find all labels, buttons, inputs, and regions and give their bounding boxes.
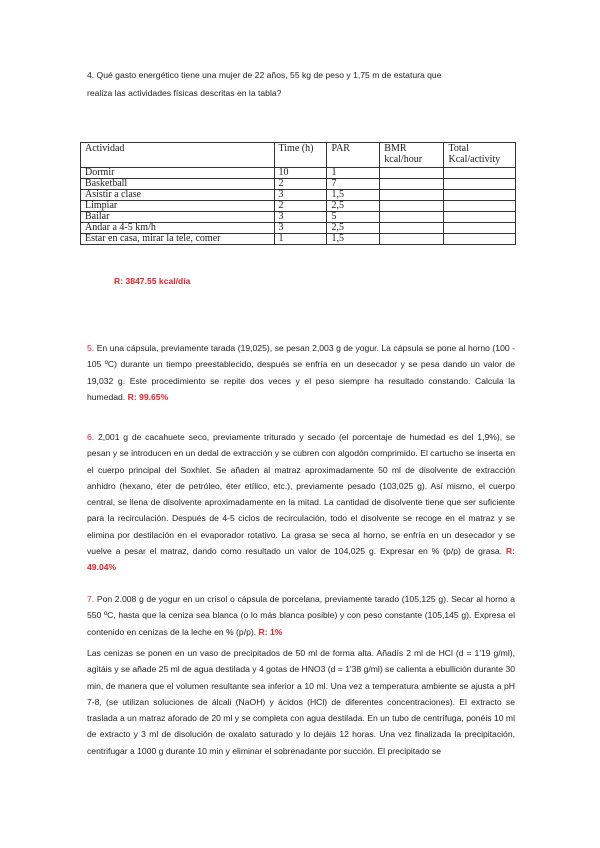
question-7-answer: R: 1% <box>258 626 283 637</box>
table-row <box>81 168 516 179</box>
cell-total <box>444 190 516 201</box>
cell-time: 10 <box>274 168 327 179</box>
table-header-row <box>81 143 516 168</box>
cell-activity: Asistir a clase <box>81 190 275 201</box>
cell-par: 7 <box>327 179 380 190</box>
cell-time: 1 <box>274 234 327 245</box>
cell-bmr <box>380 223 444 234</box>
cell-total <box>444 223 516 234</box>
question-4-line-1: 4. Qué gasto energético tiene una mujer de 22 años, 55 kg de peso y 1,75 m de estatura que <box>87 70 442 80</box>
question-5-text: En una cápsula, previamente tarada (19,025), se pesan 2,003 g de yogur. La cápsula se pone al horno (100 - 105 ºC) durante un tiempo preestablecido, después se enfría en un desecador y se pesa dando un valor de 19,032 g. Este procedimiento se repite dos veces y el peso siempre ha resultado constando. Calcula la humedad. <box>87 343 515 402</box>
cell-par: 1 <box>327 168 380 179</box>
header-total: Total Kcal/activity <box>444 143 516 168</box>
cell-par: 5 <box>327 212 380 223</box>
cell-time: 3 <box>274 223 327 234</box>
cell-total <box>444 201 516 212</box>
cell-bmr <box>380 234 444 245</box>
header-time: Time (h) <box>274 143 327 168</box>
question-6-answer: R: 49.04% <box>87 546 515 573</box>
activity-table <box>80 142 516 245</box>
cell-total <box>444 212 516 223</box>
question-6-text: 2,001 g de cacahuete seco, previamente triturado y secado (el porcentaje de humedad es del 1,9%), se pesan y se introducen en un dedal de extracción y se cubren con algodón comprimido. El cartucho se inserta en el cuerpo principal del Soxhlet. Se añaden al matraz aproximadamente 50 ml de disolvente de extracción anhidro (hexano, éter de petróleo, éter etílico, etc.), previamente pesado (103,025 g). Así mismo, el cuerpo central, se llena de disolvente aproximadamente en la mitad. La cantidad de disolvente tiene que ser suficiente para la recirculación. Después de 4-5 ciclos de recirculación, todo el disolvente se recoge en el matraz y se elimina por destilación en el evaporador rotativo. La grasa se seca al horno, se enfría en un desecador y se vuelve a pesar el matraz, dando como resultado un valor de 104,025 g. Expresar en % (p/p) de grasa. <box>87 432 515 557</box>
cell-activity: Andar a 4-5 km/h <box>81 223 275 234</box>
question-7-number: 7. <box>87 594 95 604</box>
header-par: PAR <box>327 143 380 168</box>
question-8-text: Las cenizas se ponen en un vaso de precipitados de 50 ml de forma alta. Añadís 2 ml de HCl (d = 1'19 g/ml), agitáis y se añade 25 ml de agua destilada y 4 gotas de HNO3 (d = 1'38 g/ml) se calienta a ebullición durante 30 min, de manera que el volumen resultante sea inferior a 10 ml. Una vez a temperatura ambiente se ajusta a pH 7-8, (se utilizan soluciones de álcali (NaOH) y ácidos (HCl) de diferentes concentraciones). El extracto se traslada a un matraz aforado de 20 ml y se completa con agua destilada. En un tubo de centrífuga, ponéis 10 ml de extracto y 3 ml de disolución de oxalato saturado y lo dejáis 12 horas. Una vez finalizada la precipitación, centrifugar a 1000 g durante 10 min y eliminar el sobrenadante por succión. El precipitado se <box>87 648 516 756</box>
cell-total <box>444 179 516 190</box>
table-row <box>81 190 516 201</box>
question-7-text: Pon 2.008 g de yogur en un crisol o cápsula de porcelana, previamente tarado (105,125 g). Secar al horno a 550 ºC, hasta que la ceniza sea blanca (o lo más blanca posible) y con peso constante (105,145 g). Expresa el contenido en cenizas de la leche en % (p/p). <box>87 594 515 637</box>
cell-par: 1,5 <box>327 190 380 201</box>
cell-activity: Bailar <box>81 212 275 223</box>
question-4-answer: R: 3847.55 kcal/día <box>114 276 191 286</box>
cell-bmr <box>380 201 444 212</box>
question-5-number: 5. <box>87 343 95 353</box>
cell-activity: Dormir <box>81 168 275 179</box>
cell-activity: Basketball <box>81 179 275 190</box>
cell-activity: Estar en casa, mirar la tele, comer <box>81 234 275 245</box>
question-7 <box>87 591 515 640</box>
cell-time: 3 <box>274 190 327 201</box>
header-bmr: BMR kcal/hour <box>380 143 444 168</box>
cell-total <box>444 168 516 179</box>
header-activity: Actividad <box>81 143 275 168</box>
cell-total <box>444 234 516 245</box>
question-8 <box>87 645 515 759</box>
table-row <box>81 223 516 234</box>
question-6 <box>87 429 515 576</box>
cell-time: 2 <box>274 201 327 212</box>
cell-bmr <box>380 190 444 201</box>
cell-par: 2,5 <box>327 223 380 234</box>
cell-bmr <box>380 212 444 223</box>
cell-time: 2 <box>274 179 327 190</box>
cell-time: 3 <box>274 212 327 223</box>
question-6-number: 6. <box>87 432 95 442</box>
cell-par: 2,5 <box>327 201 380 212</box>
table-row <box>81 212 516 223</box>
table-row <box>81 201 516 212</box>
cell-bmr <box>380 168 444 179</box>
question-4 <box>87 66 515 102</box>
question-5-answer: R: 99.65% <box>127 391 169 402</box>
cell-par: 1,5 <box>327 234 380 245</box>
cell-activity: Limpiar <box>81 201 275 212</box>
table-row <box>81 234 516 245</box>
question-4-line-2: realiza las actividades físicas descritas en la tabla? <box>87 88 282 98</box>
cell-bmr <box>380 179 444 190</box>
table-row <box>81 179 516 190</box>
question-5 <box>87 340 515 405</box>
